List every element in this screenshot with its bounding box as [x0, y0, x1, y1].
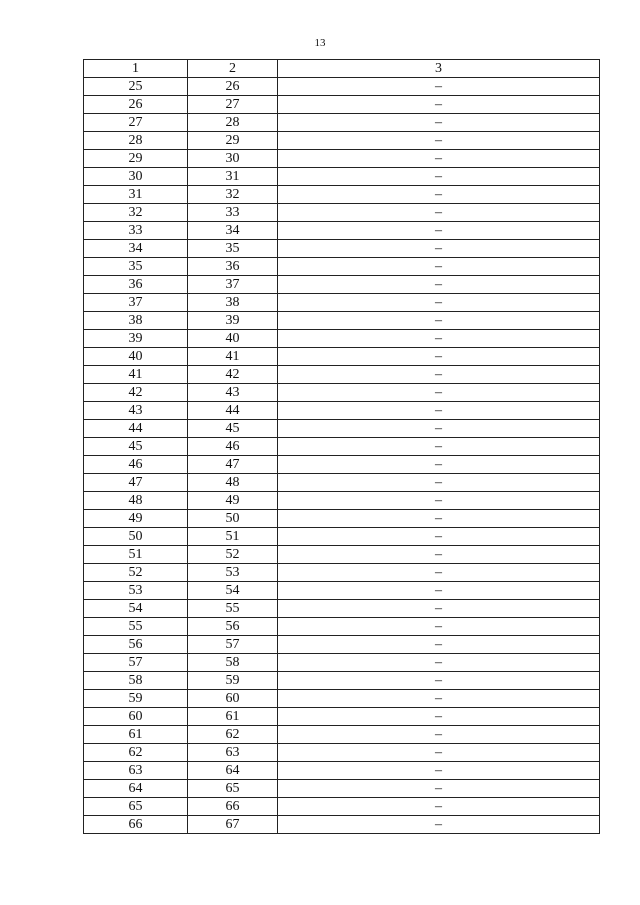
table-cell: 30 — [188, 150, 278, 168]
table-cell: 44 — [188, 402, 278, 420]
table-cell: – — [278, 546, 600, 564]
table-row — [84, 384, 600, 402]
table-cell: – — [278, 258, 600, 276]
table-row — [84, 330, 600, 348]
table-row — [84, 276, 600, 294]
table-cell: 26 — [188, 78, 278, 96]
table-cell: 25 — [84, 78, 188, 96]
table-row — [84, 420, 600, 438]
table-cell: 57 — [188, 636, 278, 654]
table-cell: 60 — [188, 690, 278, 708]
table-cell: – — [278, 348, 600, 366]
table-cell: – — [278, 798, 600, 816]
table-cell: 53 — [84, 582, 188, 600]
table-cell: 31 — [188, 168, 278, 186]
table-cell: 28 — [84, 132, 188, 150]
table-cell: – — [278, 726, 600, 744]
table-cell: 37 — [188, 276, 278, 294]
table-cell: 66 — [84, 816, 188, 834]
table-cell: 52 — [84, 564, 188, 582]
table-cell: 64 — [188, 762, 278, 780]
table-row — [84, 672, 600, 690]
table-row — [84, 528, 600, 546]
table-cell: – — [278, 474, 600, 492]
table-cell: 29 — [84, 150, 188, 168]
table-cell: – — [278, 438, 600, 456]
table-cell: 61 — [188, 708, 278, 726]
table-cell: – — [278, 222, 600, 240]
table-cell: – — [278, 186, 600, 204]
table-cell: 51 — [84, 546, 188, 564]
table-cell: – — [278, 168, 600, 186]
table-cell: – — [278, 456, 600, 474]
table-cell: – — [278, 618, 600, 636]
table-row — [84, 96, 600, 114]
table-row — [84, 798, 600, 816]
table-cell: 47 — [188, 456, 278, 474]
table-cell: – — [278, 204, 600, 222]
table-cell: – — [278, 240, 600, 258]
table-row — [84, 492, 600, 510]
table-cell: 56 — [84, 636, 188, 654]
table-cell: 47 — [84, 474, 188, 492]
table-cell: 43 — [84, 402, 188, 420]
table-cell: 26 — [84, 96, 188, 114]
table-cell: 42 — [188, 366, 278, 384]
table-cell: 55 — [188, 600, 278, 618]
table-cell: 65 — [84, 798, 188, 816]
table-cell: – — [278, 528, 600, 546]
table-row — [84, 294, 600, 312]
table-row — [84, 168, 600, 186]
table-cell: 62 — [84, 744, 188, 762]
table-cell: 52 — [188, 546, 278, 564]
table-row — [84, 348, 600, 366]
table-row — [84, 222, 600, 240]
table-row — [84, 456, 600, 474]
column-header: 1 — [84, 60, 188, 78]
table-cell: 34 — [188, 222, 278, 240]
page-number: 13 — [314, 37, 326, 49]
table-cell: 41 — [188, 348, 278, 366]
table-cell: 41 — [84, 366, 188, 384]
table-row — [84, 240, 600, 258]
table-cell: – — [278, 780, 600, 798]
table-row — [84, 708, 600, 726]
table-cell: 54 — [188, 582, 278, 600]
table-cell: 61 — [84, 726, 188, 744]
table-cell: 36 — [188, 258, 278, 276]
table-cell: 60 — [84, 708, 188, 726]
table-cell: – — [278, 312, 600, 330]
table-cell: 59 — [84, 690, 188, 708]
table-row — [84, 510, 600, 528]
table-cell: – — [278, 420, 600, 438]
table-cell: 37 — [84, 294, 188, 312]
table-cell: 27 — [84, 114, 188, 132]
table-row — [84, 366, 600, 384]
table-row — [84, 546, 600, 564]
table-cell: 32 — [84, 204, 188, 222]
table-cell: 50 — [84, 528, 188, 546]
table-cell: – — [278, 672, 600, 690]
table-cell: 38 — [84, 312, 188, 330]
table-cell: – — [278, 402, 600, 420]
table-cell: 42 — [84, 384, 188, 402]
table-cell: 34 — [84, 240, 188, 258]
table-row — [84, 78, 600, 96]
table-cell: 64 — [84, 780, 188, 798]
table-row — [84, 564, 600, 582]
table-row — [84, 618, 600, 636]
table-row — [84, 186, 600, 204]
table-cell: 30 — [84, 168, 188, 186]
table-cell: – — [278, 78, 600, 96]
table-cell: 33 — [84, 222, 188, 240]
table-cell: 58 — [188, 654, 278, 672]
table-cell: – — [278, 744, 600, 762]
table-body — [84, 60, 600, 834]
table-row — [84, 816, 600, 834]
table-row — [84, 474, 600, 492]
table-cell: 56 — [188, 618, 278, 636]
column-header: 3 — [278, 60, 600, 78]
table-cell: 40 — [188, 330, 278, 348]
table-cell: 50 — [188, 510, 278, 528]
table-cell: 35 — [188, 240, 278, 258]
table-row — [84, 582, 600, 600]
table-row — [84, 114, 600, 132]
table-cell: 28 — [188, 114, 278, 132]
table-cell: 63 — [84, 762, 188, 780]
table-cell: – — [278, 510, 600, 528]
table-cell: – — [278, 294, 600, 312]
table-cell: – — [278, 276, 600, 294]
table-cell: 46 — [188, 438, 278, 456]
table-cell: 54 — [84, 600, 188, 618]
table-header-row — [84, 60, 600, 78]
table-row — [84, 258, 600, 276]
table-row — [84, 402, 600, 420]
table-cell: 39 — [84, 330, 188, 348]
table-cell: 67 — [188, 816, 278, 834]
table-cell: 66 — [188, 798, 278, 816]
table-cell: 45 — [188, 420, 278, 438]
table-cell: 38 — [188, 294, 278, 312]
table-cell: 35 — [84, 258, 188, 276]
table-cell: 55 — [84, 618, 188, 636]
table-cell: 51 — [188, 528, 278, 546]
table-row — [84, 312, 600, 330]
table-cell: 63 — [188, 744, 278, 762]
data-table — [83, 59, 600, 834]
table-cell: 53 — [188, 564, 278, 582]
table-cell: 48 — [188, 474, 278, 492]
table-cell: 49 — [84, 510, 188, 528]
table-cell: – — [278, 690, 600, 708]
table-cell: – — [278, 96, 600, 114]
table-cell: 32 — [188, 186, 278, 204]
table-cell: – — [278, 330, 600, 348]
table-cell: 44 — [84, 420, 188, 438]
table-cell: 45 — [84, 438, 188, 456]
column-header: 2 — [188, 60, 278, 78]
table-cell: 33 — [188, 204, 278, 222]
table-row — [84, 690, 600, 708]
table-cell: 39 — [188, 312, 278, 330]
table-cell: 40 — [84, 348, 188, 366]
table-cell: – — [278, 492, 600, 510]
table-cell: 58 — [84, 672, 188, 690]
table-cell: 27 — [188, 96, 278, 114]
table-cell: – — [278, 762, 600, 780]
table-cell: 46 — [84, 456, 188, 474]
table-cell: 49 — [188, 492, 278, 510]
table-cell: 31 — [84, 186, 188, 204]
table-row — [84, 600, 600, 618]
table-cell: 65 — [188, 780, 278, 798]
table-cell: – — [278, 816, 600, 834]
table-row — [84, 762, 600, 780]
table-cell: – — [278, 132, 600, 150]
table-cell: – — [278, 654, 600, 672]
table-row — [84, 636, 600, 654]
table-row — [84, 780, 600, 798]
table-cell: – — [278, 114, 600, 132]
table-cell: 62 — [188, 726, 278, 744]
table-row — [84, 654, 600, 672]
table-cell: – — [278, 150, 600, 168]
table-row — [84, 150, 600, 168]
table-cell: 36 — [84, 276, 188, 294]
table-cell: – — [278, 366, 600, 384]
table-row — [84, 438, 600, 456]
table-cell: 43 — [188, 384, 278, 402]
table-cell: – — [278, 708, 600, 726]
table-cell: 48 — [84, 492, 188, 510]
table-row — [84, 744, 600, 762]
table-cell: 29 — [188, 132, 278, 150]
table-row — [84, 204, 600, 222]
table-row — [84, 132, 600, 150]
table-cell: – — [278, 636, 600, 654]
table-cell: – — [278, 582, 600, 600]
table-cell: 57 — [84, 654, 188, 672]
table-cell: 59 — [188, 672, 278, 690]
table-cell: – — [278, 600, 600, 618]
table-cell: – — [278, 564, 600, 582]
table-cell: – — [278, 384, 600, 402]
table-row — [84, 726, 600, 744]
